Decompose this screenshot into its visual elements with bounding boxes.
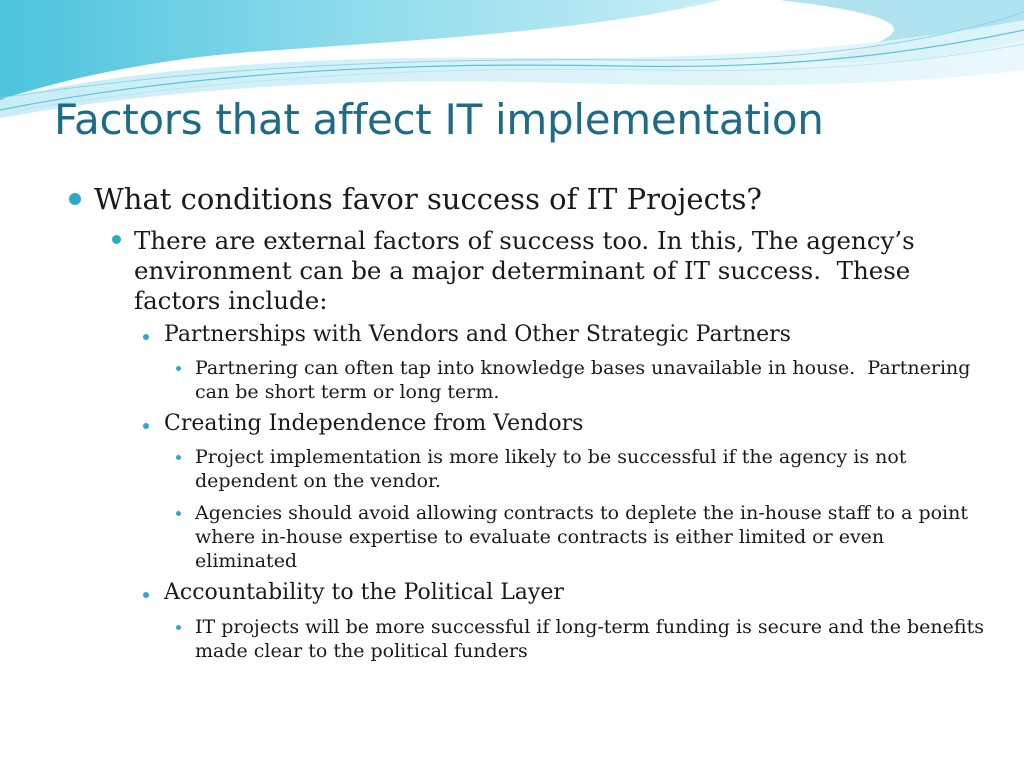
item-it-projects-funding: IT projects will be more successful if long-term funding is secure and the benefits made clear to the political funders xyxy=(195,616,991,662)
slide-title: Factors that affect IT implementation xyxy=(54,95,824,144)
bullet-l1: What conditions favor success of IT Projects? xyxy=(94,182,762,216)
bullet-l2-dot xyxy=(112,235,121,244)
item-project-implementation: Project implementation is more likely to be successful if the agency is not dependent on the vendor. xyxy=(195,446,913,492)
bullet-l4-dot xyxy=(176,455,181,460)
bullet-l3-dot xyxy=(143,592,149,598)
bullet-l4-dot xyxy=(176,511,181,516)
bullet-l3-dot xyxy=(143,423,149,429)
section-heading-accountability: Accountability to the Political Layer xyxy=(164,580,564,605)
section-heading-partnerships: Partnerships with Vendors and Other Strategic Partners xyxy=(164,322,791,347)
bullet-l4-dot xyxy=(176,366,181,371)
bullet-l4-dot xyxy=(176,625,181,630)
bullet-l2: There are external factors of success too. In this, The agency’s environment can be a major determinant of IT success. These factors include: xyxy=(134,226,923,315)
item-partnering: Partnering can often tap into knowledge bases unavailable in house. Partnering can be short term or long term. xyxy=(195,357,977,403)
bullet-l1-dot xyxy=(69,193,81,205)
item-agencies-avoid: Agencies should avoid allowing contracts to deplete the in-house staff to a point where in-house expertise to evaluate contracts is either limited or even eliminated xyxy=(195,502,975,572)
bullet-l3-dot xyxy=(143,334,149,340)
section-heading-independence: Creating Independence from Vendors xyxy=(164,411,584,436)
